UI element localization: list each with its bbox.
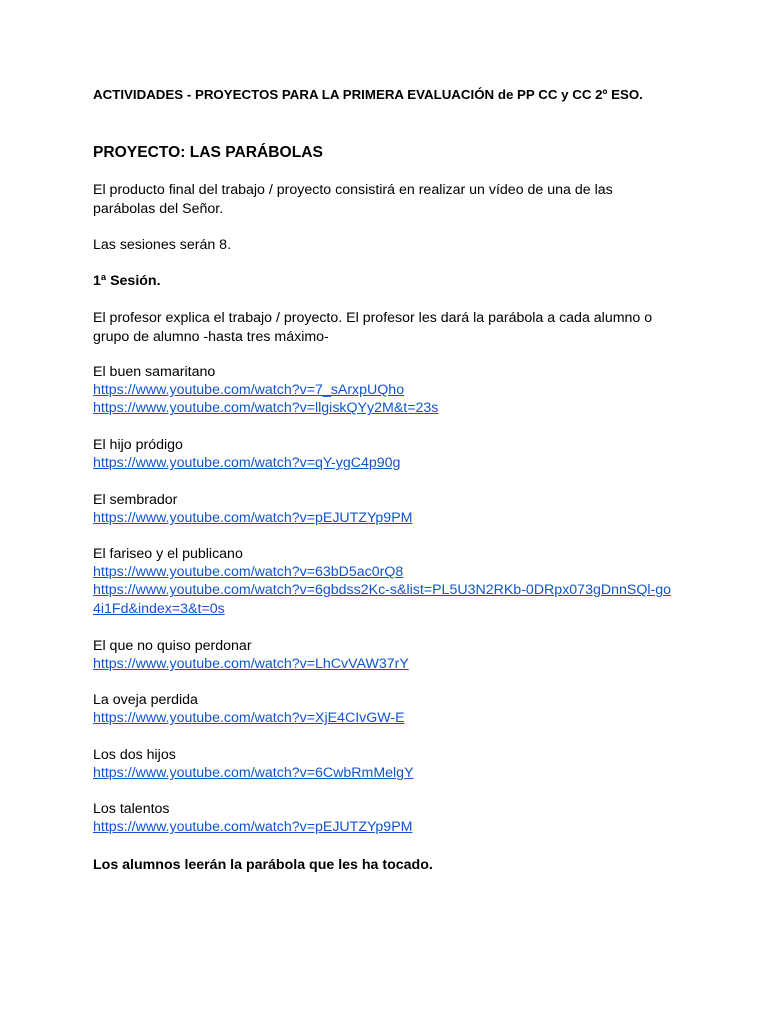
video-link[interactable]: https://www.youtube.com/watch?v=qY-ygC4p90g	[93, 455, 401, 472]
parable-block	[93, 363, 678, 418]
parable-name: Los dos hijos	[93, 747, 176, 763]
parable-name: El hijo pródigo	[93, 437, 183, 453]
video-link[interactable]: https://www.youtube.com/watch?v=XjE4CIvGW-E	[93, 710, 405, 727]
video-link[interactable]: https://www.youtube.com/watch?v=6gbdss2Kc-s&list=PL5U3N2RKb-0DRpx073gDnnSQl-go4i1Fd&index=3&t=0s	[93, 582, 672, 617]
video-link[interactable]: https://www.youtube.com/watch?v=pEJUTZYp9PM	[93, 819, 413, 836]
session-1-description: El profesor explica el trabajo / proyecto. El profesor les dará la parábola a cada alumno o grupo de alumno -hasta tres máximo-	[93, 310, 653, 345]
parable-block	[93, 691, 678, 727]
parable-block	[93, 800, 678, 836]
video-link[interactable]: https://www.youtube.com/watch?v=7_sArxpUQho	[93, 382, 405, 399]
intro-paragraph: El producto final del trabajo / proyecto consistirá en realizar un vídeo de una de las parábolas del Señor.	[93, 182, 613, 217]
parable-name: El sembrador	[93, 492, 178, 508]
parable-name: Los talentos	[93, 801, 170, 817]
video-link[interactable]: https://www.youtube.com/watch?v=63bD5ac0rQ8	[93, 564, 404, 581]
closing-statement: Los alumnos leerán la parábola que les ha tocado.	[93, 857, 433, 873]
video-link[interactable]: https://www.youtube.com/watch?v=pEJUTZYp9PM	[93, 510, 413, 527]
parable-block	[93, 491, 678, 527]
sessions-count-text: Las sesiones serán 8.	[93, 237, 232, 253]
session-1-heading: 1ª Sesión.	[93, 273, 161, 289]
parable-name: El buen samaritano	[93, 364, 216, 380]
video-link[interactable]: https://www.youtube.com/watch?v=llgiskQYy2M&t=23s	[93, 400, 439, 417]
parable-block	[93, 436, 678, 472]
parable-block	[93, 637, 678, 673]
video-link[interactable]: https://www.youtube.com/watch?v=LhCvVAW37rY	[93, 656, 409, 673]
parable-name: El que no quiso perdonar	[93, 638, 252, 654]
parable-block	[93, 545, 678, 618]
parable-block	[93, 746, 678, 782]
video-link[interactable]: https://www.youtube.com/watch?v=6CwbRmMelgY	[93, 765, 414, 782]
document-page	[93, 86, 678, 873]
document-title: ACTIVIDADES - PROYECTOS PARA LA PRIMERA EVALUACIÓN de PP CC y CC 2º ESO.	[93, 87, 643, 102]
parable-name: La oveja perdida	[93, 692, 198, 708]
parable-name: El fariseo y el publicano	[93, 546, 243, 562]
project-heading: PROYECTO: LAS PARÁBOLAS	[93, 144, 323, 161]
